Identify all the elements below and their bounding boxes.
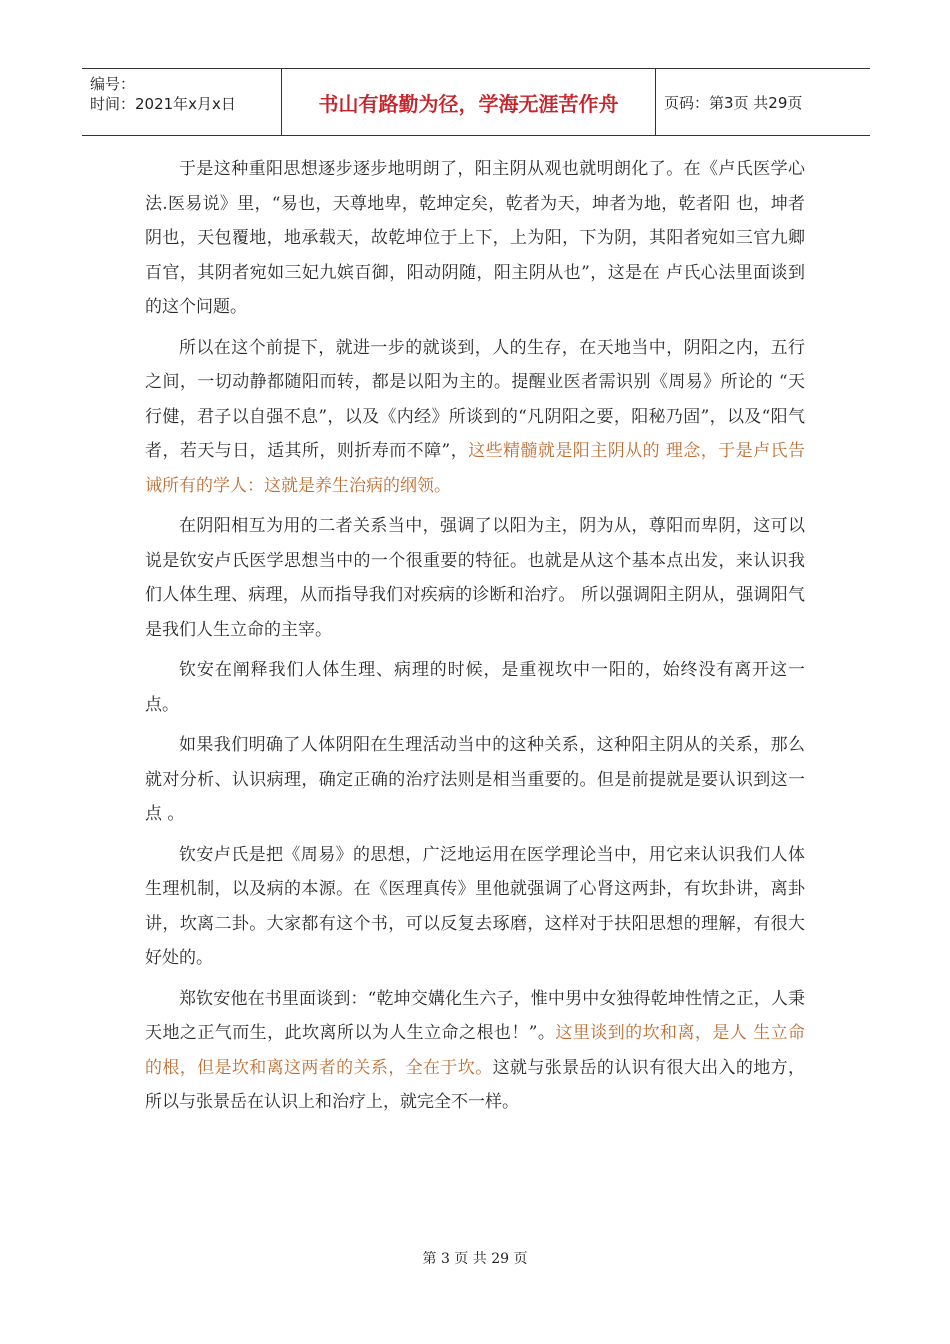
page-footer: 第 3 页 共 29 页	[422, 1251, 528, 1267]
paragraph-4: 钦安在阐释我们人体生理、病理的时候，是重视坎中一阳的，始终没有离开这一点。	[145, 660, 805, 715]
highlighted-text: 这里谈到的坎和离，是人 生立命的根，但是坎和离这两者的关系，全在于坎。	[145, 1023, 805, 1078]
paragraph-1: 于是这种重阳思想逐步逐步地明朗了，阳主阴从观也就明朗化了。在《卢氏医学心法.医易说》里，“易也，天尊地卑，乾坤定矣，乾者为天，坤者为地，乾者阳 也，坤者阴也，天包覆地，地承载天，故乾坤位于上下，上为阳，下为阴，其阳者宛如三官九卿百官，其阴者宛如三妃九嫔百御，阳动阴随，阳主阴从也”，这是在 卢氏心法里面谈到的这个问题。	[145, 159, 805, 317]
paragraph-7: 郑钦安他在书里面谈到：“乾坤交媾化生六子，惟中男中女独得乾坤性情之正，人秉天地之正气而生，此坎离所以为人生立命之根也！”。这里谈到的坎和离，是人 生立命的根，但是坎和离这两者的关系，全在于坎。这就与张景岳的认识有很大出入的地方，所以与张景岳在认识上和治疗上，就完全不一样。	[145, 988, 806, 1112]
document-body	[145, 152, 805, 1126]
header-motto: 书山有路勤为径，学海无涯苦作舟	[282, 69, 656, 135]
highlighted-text: 这些精髓就是阳主阴从的 理念，于是卢氏告诫所有的学人：这就是养生治病的纲领。	[145, 441, 805, 496]
paragraph-2: 所以在这个前提下，就进一步的就谈到，人的生存，在天地当中，阴阳之内，五行之间，一切动静都随阳而转，都是以阳为主的。提醒业医者需识别《周易》所论的 “天行健，君子以自强不息”，以及《内经》所谈到的“凡阴阳之要，阳秘乃固”，以及“阳气者，若天与日，适其所，则折寿而不障”，这些精髓就是阳主阴从的 理念，于是卢氏告诫所有的学人：这就是养生治病的纲领。	[145, 337, 805, 496]
paragraph-6: 钦安卢氏是把《周易》的思想，广泛地运用在医学理论当中，用它来认识我们人体生理机制，以及病的本源。在《医理真传》里他就强调了心肾这两卦，有坎卦讲，离卦讲，坎离二卦。大家都有这个书，可以反复去琢磨，这样对于扶阳思想的理解，有很大好处的。	[145, 844, 805, 968]
header-page-label: 页码：第3页 共29页	[664, 93, 803, 112]
header-meta	[82, 69, 282, 135]
paragraph-3: 在阴阳相互为用的二者关系当中，强调了以阳为主，阴为从，尊阳而卑阴，这可以说是钦安卢氏医学思想当中的一个很重要的特征。也就是从这个基本点出发，来认识我们人体生理、病理，从而指导我们对疾病的诊断和治疗。 所以强调阳主阴从，强调阳气是我们人生立命的主宰。	[145, 516, 805, 640]
time-label: 时间：2021年x月x日	[90, 95, 236, 113]
number-label: 编号：	[90, 75, 136, 93]
page-header	[82, 68, 870, 136]
paragraph-5: 如果我们明确了人体阴阳在生理活动当中的这种关系，这种阳主阴从的关系，那么就对分析、认识病理，确定正确的治疗法则是相当重要的。但是前提就是要认识到这一点 。	[145, 735, 805, 824]
